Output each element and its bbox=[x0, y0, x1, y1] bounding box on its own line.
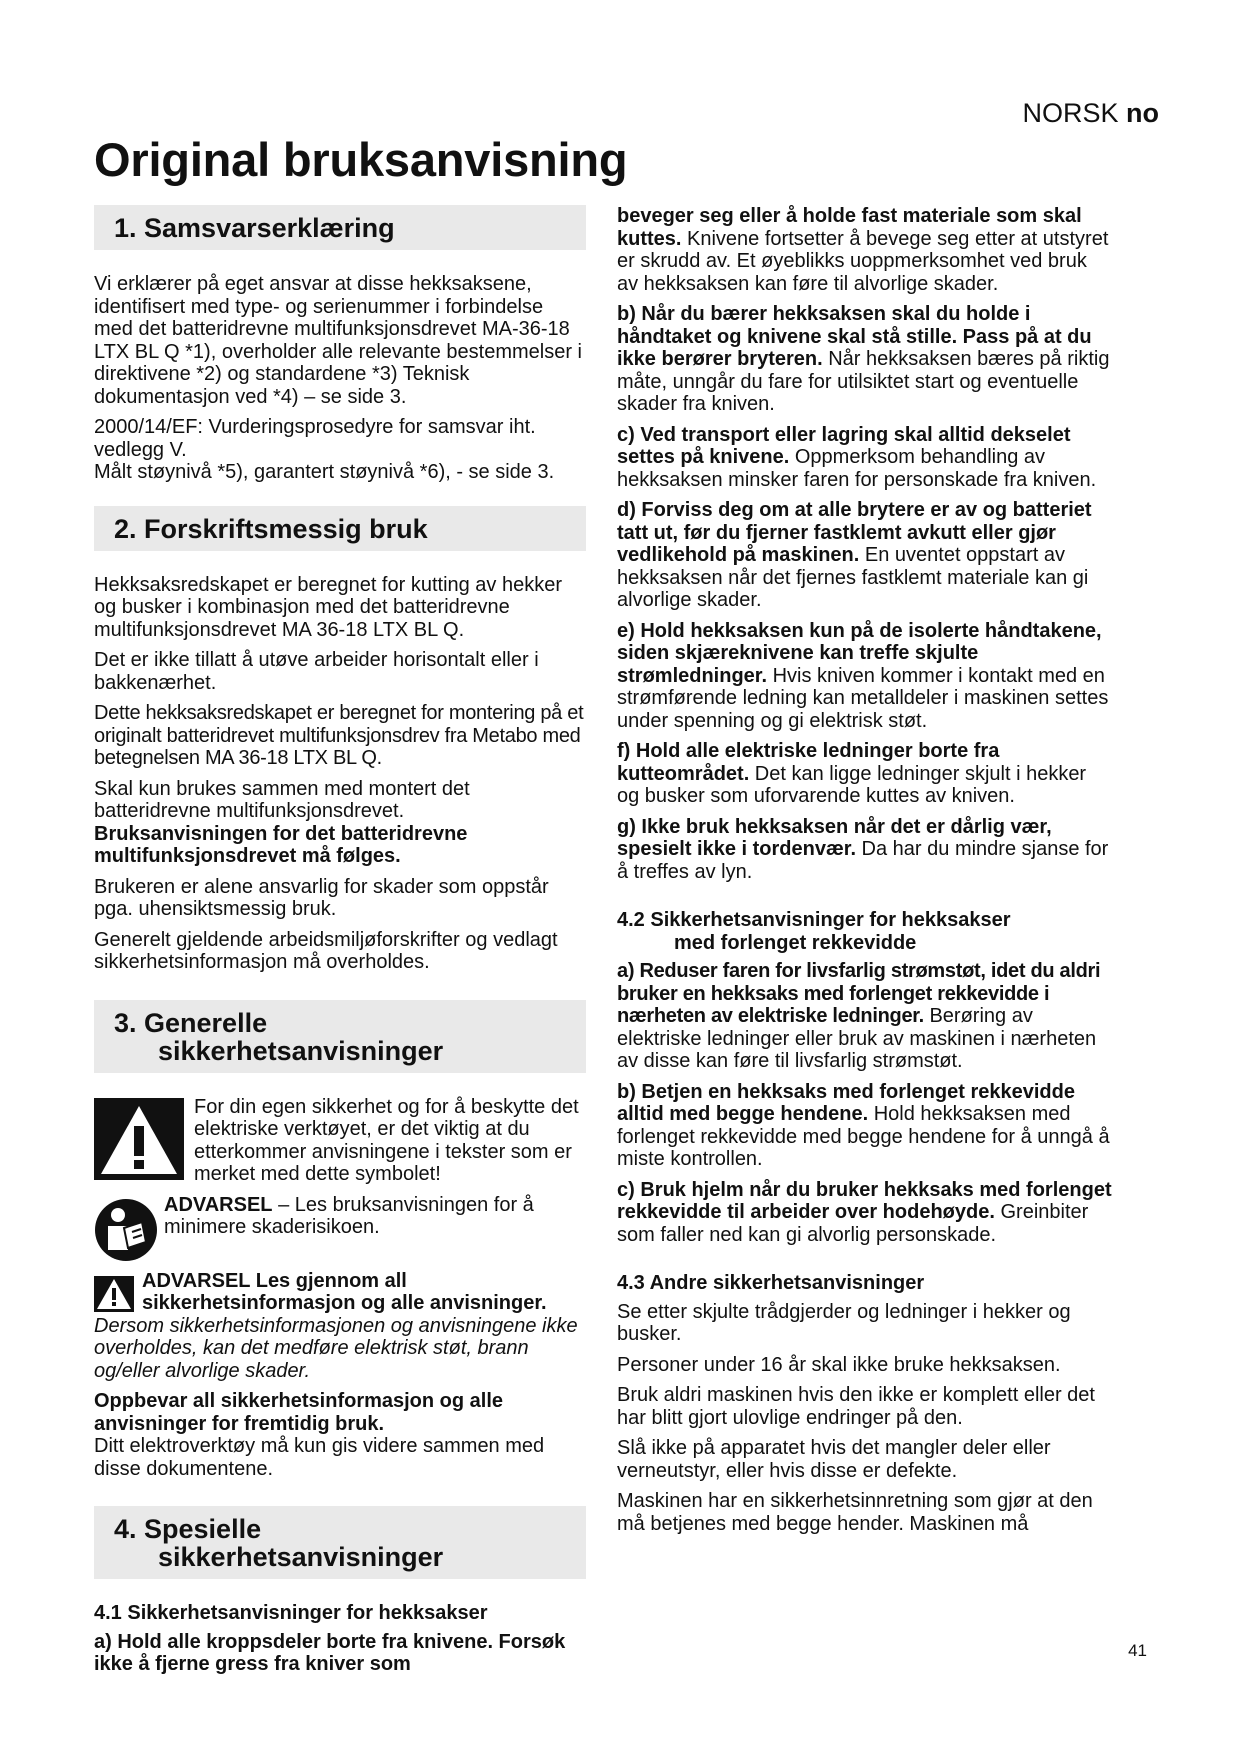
section-1-heading: 1. Samsvarserklæring bbox=[94, 205, 586, 250]
read-manual-icon bbox=[94, 1198, 158, 1262]
s4-a-text: Knivene fortsetter å bevege seg etter at utstyret er skrudd av. Et øyeblikks uoppmerksomhet ved bruk av hekksaksen kan føre til alvorlige skader. bbox=[617, 227, 1109, 295]
warning-triangle-icon bbox=[94, 1098, 184, 1180]
subsection-4-1-heading: 4.1 Sikkerhetsanvisninger for hekksakser bbox=[94, 1602, 488, 1624]
s4-b-text: Når hekksaksen bæres på riktig måte, unngår du fare for utilsiktet start og eventuelle skader fra kniven. bbox=[617, 348, 1110, 415]
s2-p4-bold: Bruksanvisningen for det batteridrevne multifunksjonsdrevet må følges. bbox=[94, 822, 468, 867]
s4-2c-text: Greinbiter som faller ned kan gi alvorlig personskade. bbox=[617, 1201, 1089, 1246]
s3-keep-bold: Oppbevar all sikkerhetsinformasjon og alle anvisninger for fremtidig bruk. bbox=[94, 1390, 504, 1435]
warning-triangle-small-icon bbox=[94, 1276, 134, 1312]
s1-directive: 2000/14/EF: Vurderingsprosedyre for samsvar iht. vedlegg V. bbox=[94, 416, 536, 461]
s4-2b-paragraph bbox=[617, 1081, 1113, 1171]
s2-paragraph-4 bbox=[94, 778, 586, 868]
section-4-heading bbox=[94, 1506, 586, 1579]
s3-keep-paragraph bbox=[94, 1390, 586, 1480]
s3-warning-bold: ADVARSEL Les gjennom all sikkerhetsinformasjon og alle anvisninger. bbox=[142, 1269, 547, 1314]
subsection-4-3-heading: 4.3 Andre sikkerhetsanvisninger bbox=[617, 1272, 925, 1294]
page-title: Original bruksanvisning bbox=[94, 133, 628, 186]
s4-heading-line-2: sikkerhetsanvisninger bbox=[158, 1542, 444, 1572]
s4-2c-paragraph bbox=[617, 1179, 1113, 1247]
s1-paragraph-2 bbox=[94, 416, 586, 484]
page-number: 41 bbox=[1128, 1641, 1147, 1660]
s4-3-paragraph-1: Se etter skjulte trådgjerder og ledninger i hekker og busker. bbox=[617, 1300, 1071, 1345]
s4-g-text: Da har du mindre sjanse for å treffes av lyn. bbox=[617, 838, 1109, 883]
s4-2b-bold: b) Betjen en hekksaks med forlenget rekkevidde alltid med begge hendene. bbox=[617, 1080, 1075, 1125]
subsection-4-2-heading bbox=[617, 909, 1113, 954]
s4-2a-paragraph bbox=[617, 960, 1113, 1073]
s2-p4-text: Skal kun brukes sammen med montert det batteridrevne multifunksjonsdrevet. bbox=[94, 777, 470, 822]
s4-f-bold: f) Hold alle elektriske ledninger borte fra kutteområdet. bbox=[617, 740, 1000, 785]
s3-keep-text: Ditt elektroverktøy må kun gis videre sammen med disse dokumentene. bbox=[94, 1435, 545, 1480]
s3-heading-line-1: 3. Generelle bbox=[114, 1007, 268, 1038]
section-2-heading: 2. Forskriftsmessig bruk bbox=[94, 506, 586, 551]
s4-a-paragraph-cont: beveger seg eller å holde fast materiale som skal kuttes. Knivene fortsetter å bevege seg etter at utstyret er skrudd av. Et øyeblikks uoppmerksomhet ved bruk av hekksaksen kan føre til alvorlige skader. bbox=[617, 205, 1109, 295]
s4-2a-bold: a) Reduser faren for livsfarlig strømstøt, idet du aldri bruker en hekksaks med forlenget rekkevidde i nærheten av elektriske ledninger. bbox=[617, 960, 1101, 1027]
s4-b-bold: b) Når du bærer hekksaksen skal du holde i håndtaket og knivene skal stå stille. Pass på at du ikke berører bryteren. bbox=[617, 303, 1092, 370]
read-manual-text bbox=[164, 1194, 586, 1239]
s4-3-paragraph-3: Bruk aldri maskinen hvis den ikke er komplett eller det har blitt gjort ulovlige endringer på den. bbox=[617, 1384, 1095, 1429]
s4-f-paragraph bbox=[617, 740, 1113, 808]
s4-3-paragraph-5: Maskinen har en sikkerhetsinnretning som gjør at den må betjenes med begge hender. Maskinen må bbox=[617, 1490, 1093, 1535]
s4-d-bold: d) Forviss deg om at alle brytere er av og batteriet tatt ut, før du fjerner fastklemt avkutt eller gjør vedlikehold på maskinen. bbox=[617, 499, 1092, 566]
language-name: NORSK bbox=[1022, 98, 1119, 128]
s4-3-paragraph-4: Slå ikke på apparatet hvis det mangler deler eller verneutstyr, eller hvis disse er defekte. bbox=[617, 1437, 1051, 1482]
left-column bbox=[94, 205, 586, 1684]
s4-e-bold: e) Hold hekksaksen kun på de isolerte håndtakene, siden skjæreknivene kan treffe skjulte strømledninger. bbox=[617, 619, 1102, 687]
s4-f-text: Det kan ligge ledninger skjult i hekker og busker som uforvarende kuttes av kniven. bbox=[617, 762, 1087, 807]
s4-2a-text: Berøring av elektriske ledninger eller bruk av maskinen i nærheten av disse kan føre til livsfarlig strømstøt. bbox=[617, 1005, 1097, 1072]
s4-c-paragraph bbox=[617, 424, 1113, 492]
s2-paragraph-3: Dette hekksaksredskapet er beregnet for montering på et originalt batteridrevet multifunksjonsdrev fra Metabo med betegnelsen MA 36-18 LTX BL Q. bbox=[94, 702, 584, 769]
language-code: no bbox=[1126, 98, 1159, 128]
advarsel-text: – Les bruksanvisningen for å minimere skaderisikoen. bbox=[164, 1193, 534, 1238]
s3-warning-paragraph bbox=[94, 1270, 586, 1383]
s3-warning-italic: Dersom sikkerhetsinformasjonen og anvisningene ikke overholdes, kan det medføre elektrisk støt, brann og/eller alvorlige skader. bbox=[94, 1314, 578, 1382]
s4-c-bold: c) Ved transport eller lagring skal alltid dekselet settes på knivene. bbox=[617, 423, 1071, 468]
s4-g-bold: g) Ikke bruk hekksaksen når det er dårlig vær, spesielt ikke i tordenvær. bbox=[617, 815, 1052, 860]
s2-paragraph-2: Det er ikke tillatt å utøve arbeider horisontalt eller i bakkenærhet. bbox=[94, 649, 539, 694]
s4-heading-line-1: 4. Spesielle bbox=[114, 1514, 262, 1544]
warning-symbol-row bbox=[94, 1096, 586, 1186]
warning-symbol-text: For din egen sikkerhet og for å beskytte det elektriske verktøyet, er det viktig at du etterkommer anvisningene i tekster som er merket med dette symbolet! bbox=[194, 1095, 579, 1185]
s4-e-text: Hvis kniven kommer i kontakt med en strømførende ledning kan metalldeler i maskinen settes under spenning og gi elektrisk støt. bbox=[617, 664, 1109, 732]
section-3-heading bbox=[94, 1000, 586, 1073]
s2-paragraph-5: Brukeren er alene ansvarlig for skader som oppstår pga. uhensiktsmessig bruk. bbox=[94, 875, 549, 920]
s2-paragraph-6: Generelt gjeldende arbeidsmiljøforskrifter og vedlagt sikkerhetsinformasjon må overholdes. bbox=[94, 928, 558, 973]
s4-2c-bold: c) Bruk hjelm når du bruker hekksaks med forlenget rekkevidde til arbeider over hodehøyde. bbox=[617, 1178, 1112, 1223]
s4-a-paragraph-start: a) Hold alle kroppsdeler borte fra knivene. Forsøk ikke å fjerne gress fra kniver som bbox=[94, 1630, 566, 1675]
s4-d-paragraph bbox=[617, 499, 1113, 612]
s4-b-paragraph bbox=[617, 303, 1113, 416]
s4-2b-text: Hold hekksaksen med forlenget rekkevidde med begge hendene for å unngå å miste kontrollen. bbox=[617, 1103, 1110, 1170]
s4-d-text: En uventet oppstart av hekksaksen når det fjernes fastklemt materiale kan gi alvorlige skader. bbox=[617, 544, 1089, 611]
read-manual-row bbox=[94, 1194, 586, 1254]
right-column bbox=[617, 205, 1113, 1543]
s4-3-paragraph-2: Personer under 16 år skal ikke bruke hekksaksen. bbox=[617, 1353, 1061, 1376]
s2-paragraph-1: Hekksaksredskapet er beregnet for kutting av hekker og busker i kombinasjon med det batteridrevne multifunksjonsdrevet MA 36-18 LTX BL Q. bbox=[94, 573, 563, 641]
s1-noise: Målt støynivå *5), garantert støynivå *6), - se side 3. bbox=[94, 461, 555, 483]
s4-c-text: Oppmerksom behandling av hekksaksen minsker faren for personskade fra kniven. bbox=[617, 446, 1097, 491]
s4-2-heading-line-1: 4.2 Sikkerhetsanvisninger for hekksakser bbox=[617, 909, 1011, 931]
s1-paragraph-1: Vi erklærer på eget ansvar at disse hekksaksene, identifisert med type- og serienummer i forbindelse med det batteridrevne multifunksjonsdrevet MA-36-18 LTX BL Q *1), overholder alle relevante bestemmelser i direktivene *2) og standardene *3) Teknisk dokumentasjon ved *4) – se side 3. bbox=[94, 273, 582, 408]
s3-heading-line-2: sikkerhetsanvisninger bbox=[158, 1035, 444, 1066]
s4-2-heading-line-2: med forlenget rekkevidde bbox=[674, 931, 917, 954]
advarsel-label: ADVARSEL bbox=[164, 1193, 273, 1216]
s4-g-paragraph bbox=[617, 816, 1113, 884]
s4-e-paragraph bbox=[617, 620, 1113, 733]
language-label bbox=[1022, 98, 1159, 129]
